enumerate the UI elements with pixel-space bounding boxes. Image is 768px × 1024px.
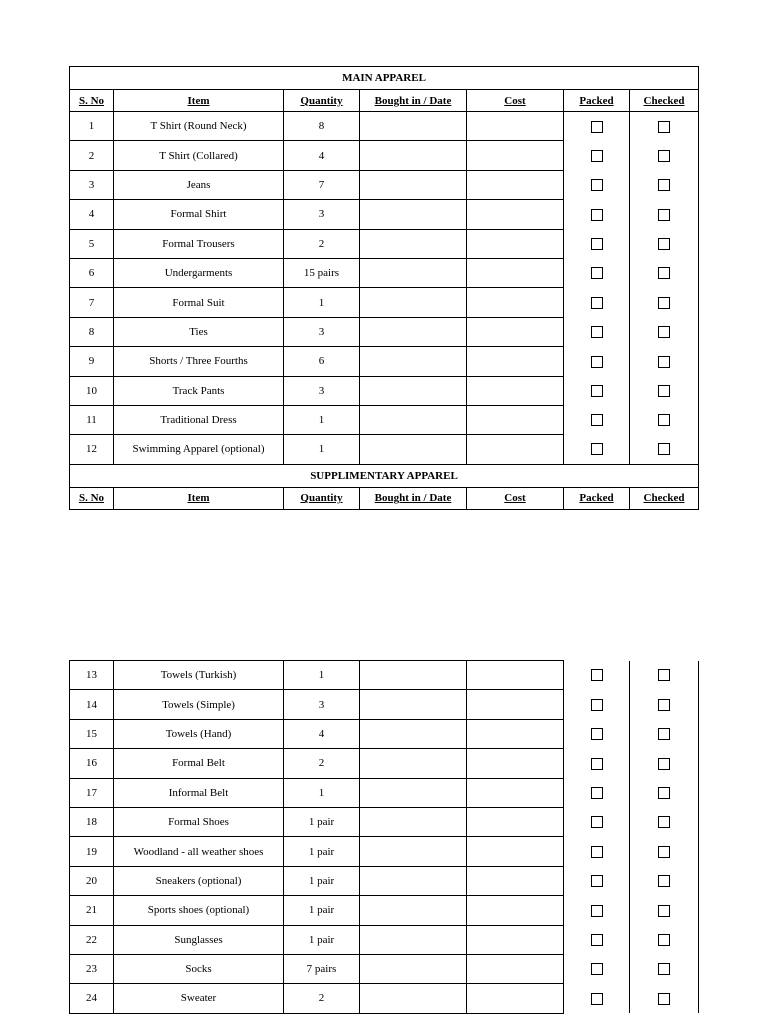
quantity-cell: 15 pairs [284, 258, 360, 287]
packed-cell [564, 435, 630, 464]
sno-cell: 3 [70, 170, 114, 199]
header-bought: Bought in / Date [360, 487, 467, 509]
checked-checkbox[interactable] [658, 875, 670, 887]
cost-cell[interactable] [467, 170, 564, 199]
cost-cell[interactable] [467, 925, 564, 954]
section-title-supplementary: SUPPLIMENTARY APPAREL [70, 464, 699, 487]
packed-checkbox[interactable] [591, 297, 603, 309]
quantity-cell: 3 [284, 200, 360, 229]
sno-cell: 4 [70, 200, 114, 229]
item-cell: Undergarments [114, 258, 284, 287]
bought-cell[interactable] [360, 925, 467, 954]
bought-cell[interactable] [360, 405, 467, 434]
sno-cell: 22 [70, 925, 114, 954]
cost-cell[interactable] [467, 807, 564, 836]
sno-cell: 1 [70, 112, 114, 141]
header-packed: Packed [564, 487, 630, 509]
sno-cell: 13 [70, 661, 114, 690]
bought-cell[interactable] [360, 317, 467, 346]
cost-cell[interactable] [467, 661, 564, 690]
sno-cell: 24 [70, 984, 114, 1013]
cost-cell[interactable] [467, 778, 564, 807]
cost-cell[interactable] [467, 405, 564, 434]
main-apparel-table [69, 66, 699, 510]
bought-cell[interactable] [360, 288, 467, 317]
checked-cell [630, 405, 699, 434]
table-row [70, 719, 699, 748]
cost-cell[interactable] [467, 435, 564, 464]
quantity-cell: 1 pair [284, 925, 360, 954]
header-cost: Cost [467, 90, 564, 112]
packed-cell [564, 954, 630, 983]
checked-checkbox[interactable] [658, 905, 670, 917]
packed-checkbox[interactable] [591, 993, 603, 1005]
sno-cell: 17 [70, 778, 114, 807]
checked-checkbox[interactable] [658, 150, 670, 162]
table-row [70, 376, 699, 405]
packed-cell [564, 749, 630, 778]
bought-cell[interactable] [360, 200, 467, 229]
packed-checkbox[interactable] [591, 326, 603, 338]
packed-cell [564, 376, 630, 405]
supplementary-apparel-table [69, 660, 699, 1014]
checked-cell [630, 258, 699, 287]
checked-cell [630, 837, 699, 866]
table-row [70, 141, 699, 170]
sno-cell: 2 [70, 141, 114, 170]
quantity-cell: 3 [284, 317, 360, 346]
item-cell: Track Pants [114, 376, 284, 405]
item-cell: Towels (Simple) [114, 690, 284, 719]
sno-cell: 9 [70, 347, 114, 376]
table-row [70, 405, 699, 434]
checked-cell [630, 749, 699, 778]
checked-cell [630, 317, 699, 346]
packed-checkbox[interactable] [591, 121, 603, 133]
packed-cell [564, 837, 630, 866]
bought-cell[interactable] [360, 170, 467, 199]
checked-cell [630, 288, 699, 317]
checked-cell [630, 984, 699, 1013]
quantity-cell: 1 pair [284, 866, 360, 895]
item-cell: Formal Belt [114, 749, 284, 778]
header-item: Item [114, 487, 284, 509]
sno-cell: 10 [70, 376, 114, 405]
table-row [70, 229, 699, 258]
bought-cell[interactable] [360, 435, 467, 464]
packed-checkbox[interactable] [591, 905, 603, 917]
checked-cell [630, 200, 699, 229]
cost-cell[interactable] [467, 954, 564, 983]
packed-checkbox[interactable] [591, 179, 603, 191]
cost-cell[interactable] [467, 749, 564, 778]
checked-cell [630, 954, 699, 983]
packed-checkbox[interactable] [591, 669, 603, 681]
quantity-cell: 3 [284, 690, 360, 719]
packed-cell [564, 141, 630, 170]
packed-cell [564, 317, 630, 346]
cost-cell[interactable] [467, 347, 564, 376]
cost-cell[interactable] [467, 112, 564, 141]
item-cell: Socks [114, 954, 284, 983]
cost-cell[interactable] [467, 690, 564, 719]
table-row [70, 984, 699, 1013]
item-cell: Informal Belt [114, 778, 284, 807]
packed-checkbox[interactable] [591, 414, 603, 426]
sno-cell: 23 [70, 954, 114, 983]
checked-checkbox[interactable] [658, 209, 670, 221]
sno-cell: 8 [70, 317, 114, 346]
cost-cell[interactable] [467, 984, 564, 1013]
sno-cell: 7 [70, 288, 114, 317]
packed-checkbox[interactable] [591, 728, 603, 740]
checked-cell [630, 376, 699, 405]
quantity-cell: 2 [284, 749, 360, 778]
packed-checkbox[interactable] [591, 238, 603, 250]
table-row [70, 435, 699, 464]
table-row [70, 749, 699, 778]
bought-cell[interactable] [360, 954, 467, 983]
packed-checkbox[interactable] [591, 443, 603, 455]
checked-cell [630, 719, 699, 748]
cost-cell[interactable] [467, 258, 564, 287]
packed-cell [564, 690, 630, 719]
checked-checkbox[interactable] [658, 179, 670, 191]
packed-checkbox[interactable] [591, 816, 603, 828]
packed-checkbox[interactable] [591, 846, 603, 858]
checked-checkbox[interactable] [658, 121, 670, 133]
bought-cell[interactable] [360, 258, 467, 287]
checked-checkbox[interactable] [658, 414, 670, 426]
table-row [70, 925, 699, 954]
quantity-cell: 1 [284, 405, 360, 434]
cost-cell[interactable] [467, 719, 564, 748]
checked-cell [630, 435, 699, 464]
sno-cell: 18 [70, 807, 114, 836]
packed-cell [564, 347, 630, 376]
packed-cell [564, 925, 630, 954]
item-cell: T Shirt (Round Neck) [114, 112, 284, 141]
packed-checkbox[interactable] [591, 787, 603, 799]
cost-cell[interactable] [467, 288, 564, 317]
item-cell: Sweater [114, 984, 284, 1013]
packed-cell [564, 229, 630, 258]
packed-checkbox[interactable] [591, 934, 603, 946]
table-row [70, 690, 699, 719]
bought-cell[interactable] [360, 984, 467, 1013]
table-row [70, 866, 699, 895]
packed-cell [564, 896, 630, 925]
checked-cell [630, 807, 699, 836]
item-cell: T Shirt (Collared) [114, 141, 284, 170]
item-cell: Sneakers (optional) [114, 866, 284, 895]
item-cell: Towels (Turkish) [114, 661, 284, 690]
header-quantity: Quantity [284, 487, 360, 509]
checked-checkbox[interactable] [658, 934, 670, 946]
sno-cell: 15 [70, 719, 114, 748]
table-row [70, 112, 699, 141]
cost-cell[interactable] [467, 837, 564, 866]
sno-cell: 21 [70, 896, 114, 925]
checked-cell [630, 778, 699, 807]
section-title-main: MAIN APPAREL [70, 67, 699, 90]
bought-cell[interactable] [360, 661, 467, 690]
packed-checkbox[interactable] [591, 209, 603, 221]
header-cost: Cost [467, 487, 564, 509]
packed-checkbox[interactable] [591, 758, 603, 770]
checked-cell [630, 896, 699, 925]
table-row [70, 170, 699, 199]
packed-checkbox[interactable] [591, 356, 603, 368]
cost-cell[interactable] [467, 141, 564, 170]
item-cell: Formal Shirt [114, 200, 284, 229]
quantity-cell: 1 [284, 288, 360, 317]
checked-cell [630, 112, 699, 141]
sno-cell: 5 [70, 229, 114, 258]
bought-cell[interactable] [360, 896, 467, 925]
item-cell: Formal Suit [114, 288, 284, 317]
quantity-cell: 7 pairs [284, 954, 360, 983]
checked-cell [630, 866, 699, 895]
sno-cell: 11 [70, 405, 114, 434]
table-row [70, 200, 699, 229]
item-cell: Formal Shoes [114, 807, 284, 836]
cost-cell[interactable] [467, 376, 564, 405]
sno-cell: 6 [70, 258, 114, 287]
header-sno: S. No [70, 90, 114, 112]
item-cell: Formal Trousers [114, 229, 284, 258]
item-cell: Jeans [114, 170, 284, 199]
cost-cell[interactable] [467, 317, 564, 346]
sno-cell: 14 [70, 690, 114, 719]
header-item: Item [114, 90, 284, 112]
quantity-cell: 1 pair [284, 837, 360, 866]
quantity-cell: 1 pair [284, 807, 360, 836]
checked-checkbox[interactable] [658, 669, 670, 681]
checked-checkbox[interactable] [658, 787, 670, 799]
checked-cell [630, 347, 699, 376]
table-row [70, 347, 699, 376]
table-row [70, 661, 699, 690]
checked-checkbox[interactable] [658, 846, 670, 858]
packed-cell [564, 258, 630, 287]
packed-cell [564, 984, 630, 1013]
item-cell: Ties [114, 317, 284, 346]
table-row [70, 807, 699, 836]
sno-cell: 20 [70, 866, 114, 895]
quantity-cell: 2 [284, 229, 360, 258]
quantity-cell: 1 [284, 435, 360, 464]
quantity-cell: 6 [284, 347, 360, 376]
cost-cell[interactable] [467, 896, 564, 925]
checked-checkbox[interactable] [658, 356, 670, 368]
checked-checkbox[interactable] [658, 238, 670, 250]
quantity-cell: 7 [284, 170, 360, 199]
cost-cell[interactable] [467, 229, 564, 258]
table-row [70, 258, 699, 287]
checked-checkbox[interactable] [658, 816, 670, 828]
packed-checkbox[interactable] [591, 385, 603, 397]
packed-cell [564, 405, 630, 434]
packed-cell [564, 661, 630, 690]
table-row [70, 288, 699, 317]
quantity-cell: 3 [284, 376, 360, 405]
packed-checkbox[interactable] [591, 267, 603, 279]
bought-cell[interactable] [360, 141, 467, 170]
header-packed: Packed [564, 90, 630, 112]
checked-checkbox[interactable] [658, 326, 670, 338]
quantity-cell: 2 [284, 984, 360, 1013]
checked-checkbox[interactable] [658, 297, 670, 309]
cost-cell[interactable] [467, 866, 564, 895]
packed-checkbox[interactable] [591, 699, 603, 711]
sno-cell: 12 [70, 435, 114, 464]
packed-cell [564, 807, 630, 836]
packed-cell [564, 200, 630, 229]
sno-cell: 19 [70, 837, 114, 866]
bought-cell[interactable] [360, 112, 467, 141]
checked-checkbox[interactable] [658, 728, 670, 740]
packed-cell [564, 288, 630, 317]
checked-cell [630, 925, 699, 954]
quantity-cell: 1 pair [284, 896, 360, 925]
table-row [70, 837, 699, 866]
bought-cell[interactable] [360, 229, 467, 258]
bought-cell[interactable] [360, 837, 467, 866]
header-checked: Checked [630, 487, 699, 509]
packed-checkbox[interactable] [591, 963, 603, 975]
bought-cell[interactable] [360, 690, 467, 719]
table-row [70, 954, 699, 983]
bought-cell[interactable] [360, 719, 467, 748]
checked-checkbox[interactable] [658, 993, 670, 1005]
checked-cell [630, 661, 699, 690]
quantity-cell: 8 [284, 112, 360, 141]
item-cell: Woodland - all weather shoes [114, 837, 284, 866]
bought-cell[interactable] [360, 347, 467, 376]
header-bought: Bought in / Date [360, 90, 467, 112]
item-cell: Sports shoes (optional) [114, 896, 284, 925]
header-quantity: Quantity [284, 90, 360, 112]
item-cell: Traditional Dress [114, 405, 284, 434]
checked-cell [630, 229, 699, 258]
cost-cell[interactable] [467, 200, 564, 229]
packed-cell [564, 866, 630, 895]
bought-cell[interactable] [360, 749, 467, 778]
quantity-cell: 1 [284, 778, 360, 807]
bought-cell[interactable] [360, 866, 467, 895]
item-cell: Swimming Apparel (optional) [114, 435, 284, 464]
table-row [70, 317, 699, 346]
checked-checkbox[interactable] [658, 758, 670, 770]
quantity-cell: 4 [284, 141, 360, 170]
header-checked: Checked [630, 90, 699, 112]
packed-cell [564, 719, 630, 748]
header-sno: S. No [70, 487, 114, 509]
quantity-cell: 1 [284, 661, 360, 690]
packed-cell [564, 778, 630, 807]
checked-checkbox[interactable] [658, 699, 670, 711]
checked-cell [630, 690, 699, 719]
item-cell: Sunglasses [114, 925, 284, 954]
packed-checkbox[interactable] [591, 875, 603, 887]
bought-cell[interactable] [360, 807, 467, 836]
sno-cell: 16 [70, 749, 114, 778]
packed-cell [564, 170, 630, 199]
bought-cell[interactable] [360, 778, 467, 807]
bought-cell[interactable] [360, 376, 467, 405]
checked-checkbox[interactable] [658, 267, 670, 279]
packed-checkbox[interactable] [591, 150, 603, 162]
checked-cell [630, 170, 699, 199]
item-cell: Towels (Hand) [114, 719, 284, 748]
checked-checkbox[interactable] [658, 963, 670, 975]
checked-checkbox[interactable] [658, 385, 670, 397]
table-row [70, 778, 699, 807]
packed-cell [564, 112, 630, 141]
quantity-cell: 4 [284, 719, 360, 748]
checked-cell [630, 141, 699, 170]
table-row [70, 896, 699, 925]
checked-checkbox[interactable] [658, 443, 670, 455]
item-cell: Shorts / Three Fourths [114, 347, 284, 376]
